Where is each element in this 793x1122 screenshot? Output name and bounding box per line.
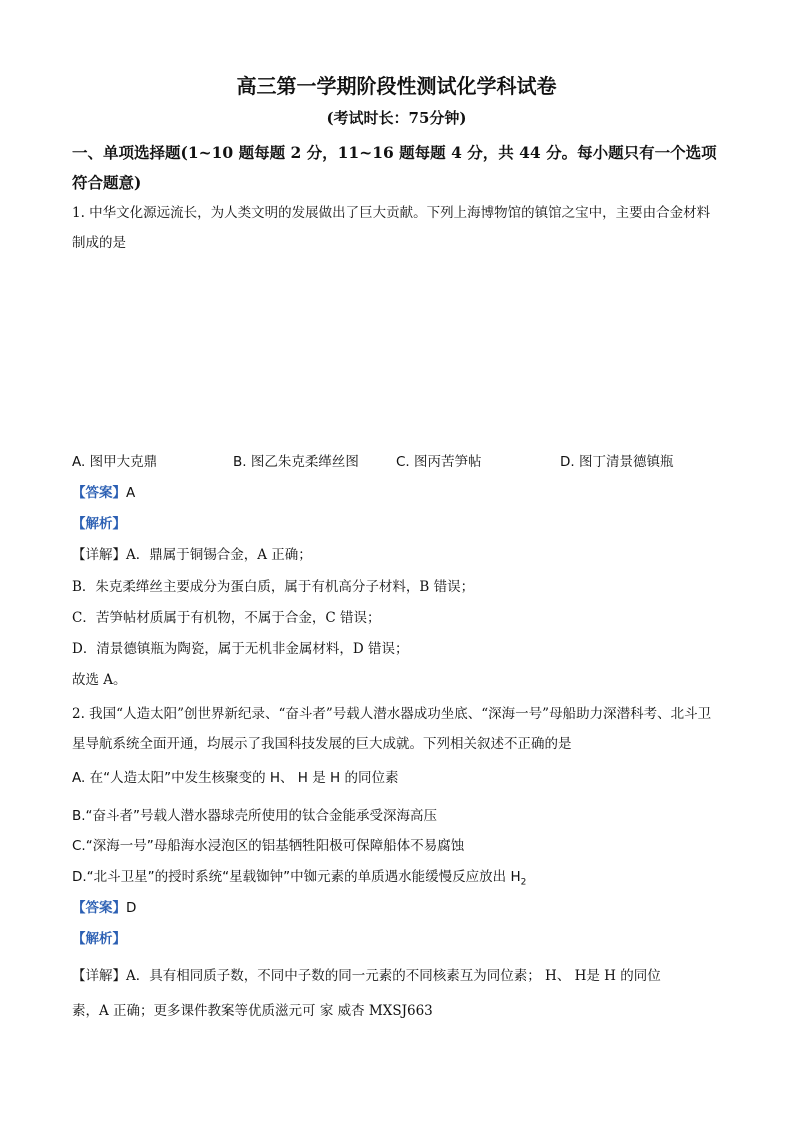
q2-option-c: C.“深海一号”母船海水浸泡区的铝基牺牲阳极可保障船体不易腐蚀 xyxy=(72,838,465,854)
q2-analysis: 【解析】 xyxy=(72,931,126,947)
q1-option-c: C. 图丙苦笋帖 xyxy=(396,454,482,470)
option-d-text: D.“北斗卫星”的授时系统“星载铷钟”中铷元素的单质遇水能缓慢反应放出 H xyxy=(72,869,521,885)
q2-option-a: A. 在“人造太阳”中发生核聚变的 H、 H 是 H 的同位素 xyxy=(72,770,399,786)
q2-detail-line2: 素，A 正确；更多课件教案等优质滋元可 家 威杏 MXSJ663 xyxy=(72,1003,433,1019)
detail-tag: 【详解】 xyxy=(72,968,126,984)
page-title: 高三第一学期阶段性测试化学科试卷 xyxy=(236,74,557,98)
q1-detail-b: B．朱克柔缂丝主要成分为蛋白质，属于有机高分子材料，B 错误； xyxy=(72,579,475,595)
subscript: 2 xyxy=(520,877,527,888)
detail-text: A．鼎属于铜锡合金，A 正确； xyxy=(126,547,312,563)
q1-image-area xyxy=(72,258,722,438)
q2-option-b: B.“奋斗者”号载人潜水器球壳所使用的钛合金能承受深海高压 xyxy=(72,808,438,824)
q1-conclusion: 故选 A。 xyxy=(72,672,127,688)
q1-detail-d: D．清景德镇瓶为陶瓷，属于无机非金属材料，D 错误； xyxy=(72,641,409,657)
section-heading: 一、单项选择题(1~10 题每题 2 分，11~16 题每题 4 分，共 44 分。每小题只有一个选项符合题意) xyxy=(72,143,717,192)
q1-option-d: D. 图丁清景德镇瓶 xyxy=(560,454,674,470)
detail-text: A．具有相同质子数，不同中子数的同一元素的不同核素互为同位素； H、 H是 H 的同位 xyxy=(126,968,661,984)
page-subtitle: (考试时长：75分钟) xyxy=(326,109,467,127)
q2-detail-line1 xyxy=(72,966,722,986)
answer-value: A xyxy=(126,485,136,501)
q1-option-a: A. 图甲大克鼎 xyxy=(72,454,158,470)
q2-answer xyxy=(72,898,722,918)
q1-answer xyxy=(72,483,722,503)
q2-option-d xyxy=(72,867,722,893)
q1-analysis: 【解析】 xyxy=(72,516,126,532)
q1-detail-a xyxy=(72,545,722,565)
answer-value: D xyxy=(126,900,137,916)
q1-detail-c: C．苦笋帖材质属于有机物，不属于合金，C 错误； xyxy=(72,610,381,626)
answer-tag: 【答案】 xyxy=(72,900,126,916)
detail-tag: 【详解】 xyxy=(72,547,126,563)
answer-tag: 【答案】 xyxy=(72,485,126,501)
q1-option-b: B. 图乙朱克柔缂丝图 xyxy=(233,454,359,470)
q2-stem: 2. 我国“人造太阳”创世界新纪录、“奋斗者”号载人潜水器成功坐底、“深海一号”母船助力深潜科考、北斗卫星导航系统全面开通，均展示了我国科技发展的巨大成就。下列相关叙述不正确的是 xyxy=(72,706,712,752)
q1-stem: 1. 中华文化源远流长，为人类文明的发展做出了巨大贡献。下列上海博物馆的镇馆之宝中，主要由合金材料制成的是 xyxy=(72,205,711,251)
